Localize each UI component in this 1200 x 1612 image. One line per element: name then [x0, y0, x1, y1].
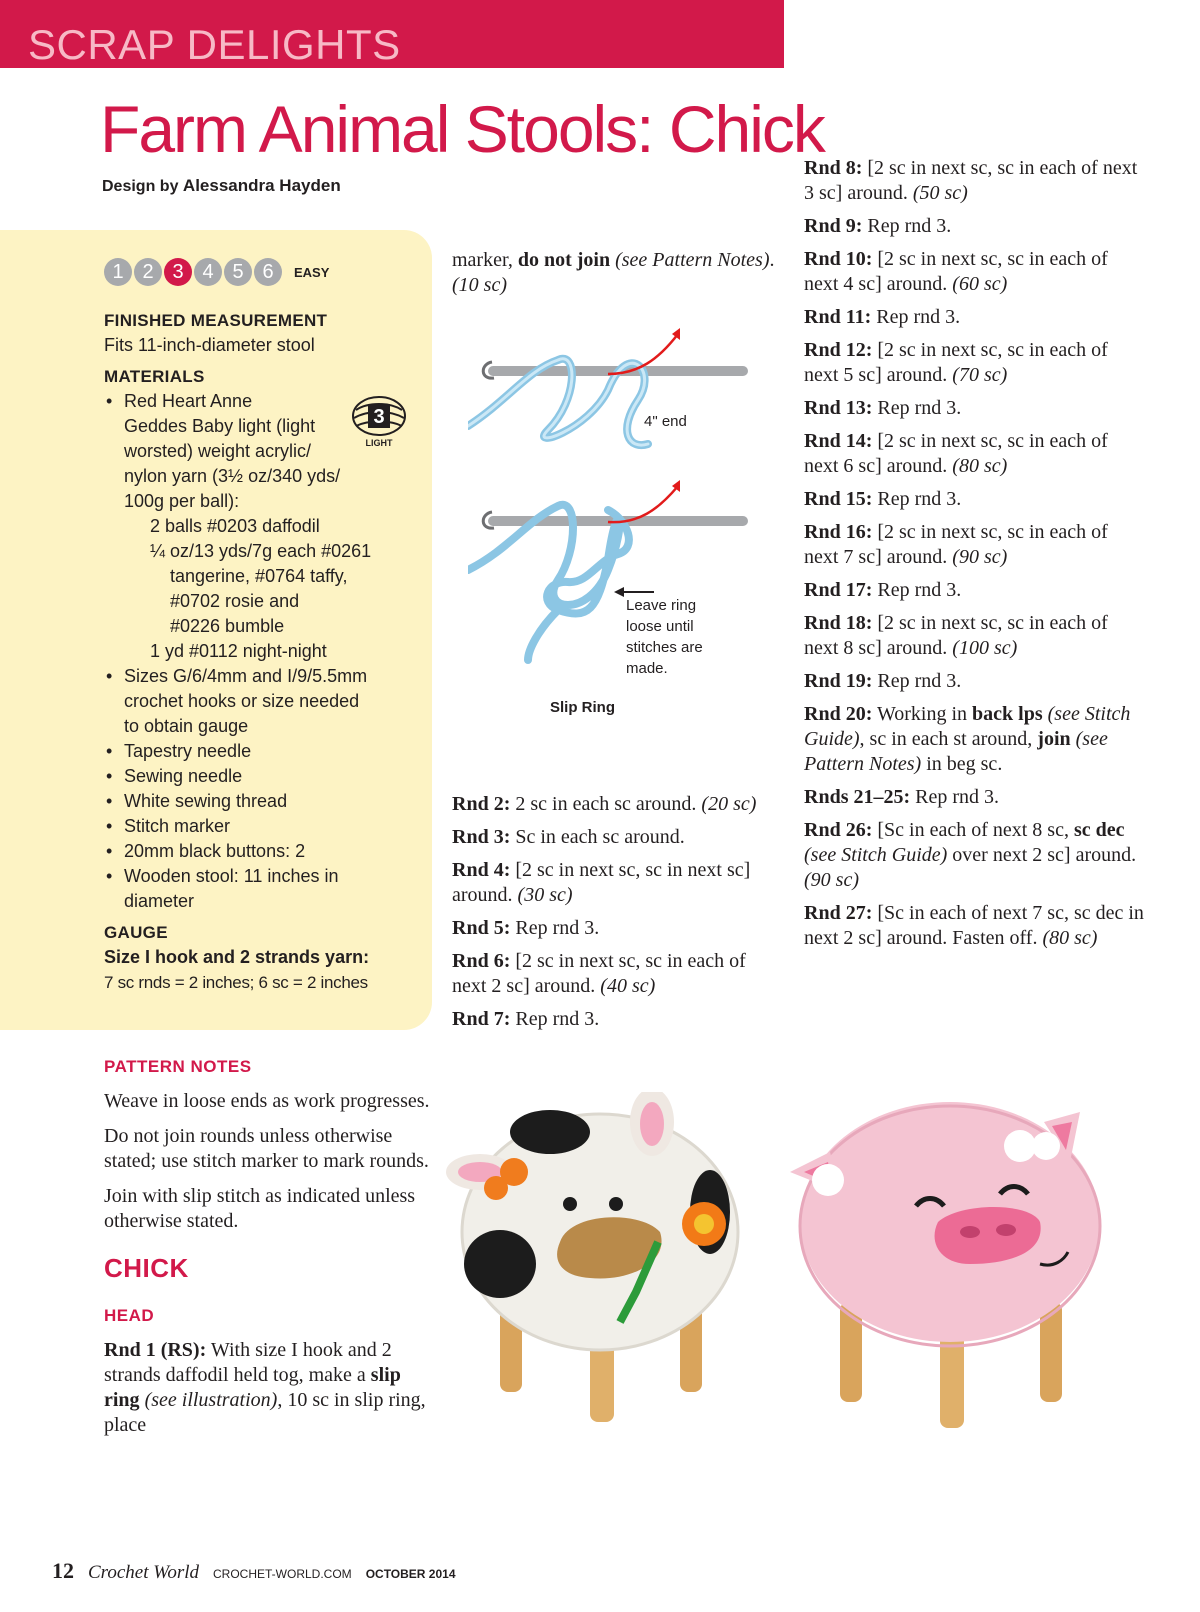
rnd-text: 2 sc in each sc around.	[510, 793, 702, 815]
round-row	[804, 818, 1144, 893]
rnd-term: join	[1037, 728, 1071, 750]
round-row	[804, 156, 1144, 206]
rnd-text: [2 sc in next sc, sc in each of next 4 sc] around.	[804, 248, 1108, 295]
rnd-text: Rep rnd 3.	[872, 670, 962, 692]
rnd-label: Rnd 11:	[804, 306, 872, 328]
material-item: • Stitch marker	[104, 814, 404, 839]
yarn-line: • Red Heart Anne	[104, 389, 404, 414]
rnd-label: Rnd 20:	[804, 703, 873, 725]
round-row	[804, 901, 1144, 951]
yarn-line: nylon yarn (3½ oz/340 yds/	[124, 466, 341, 486]
rounds-column-3	[804, 156, 1144, 959]
material-item: • Tapestry needle	[104, 739, 404, 764]
rnd-term: slip ring	[104, 1364, 401, 1411]
stitch-count: (80 sc)	[1042, 927, 1098, 949]
rnd-label: Rnd 2:	[452, 793, 511, 815]
note-paragraph: Do not join rounds unless otherwise stated; use stitch marker to mark rounds.	[104, 1125, 429, 1172]
slip-ring-diagram	[468, 320, 768, 740]
pattern-notes-heading: PATTERN NOTES	[104, 1057, 252, 1076]
rnd-reference: (see Stitch Guide)	[804, 703, 1131, 750]
section-label: SCRAP DELIGHTS	[28, 21, 401, 68]
yarn-line: 2 balls #0203 daffodil	[150, 516, 320, 536]
magazine-url: CROCHET-WORLD.COM	[213, 1567, 352, 1581]
skill-level-2: 2	[134, 258, 162, 286]
rnd-text: Sc in each sc around.	[510, 826, 685, 848]
skill-level-4: 4	[194, 258, 222, 286]
yarn-line: worsted) weight acrylic/	[124, 441, 312, 461]
rnd-label: Rnd 14:	[804, 430, 873, 452]
yarn-line: #0226 bumble	[170, 616, 285, 636]
material-item: diameter	[124, 891, 195, 911]
stitch-count: (20 sc)	[701, 793, 757, 815]
rnd-text: .	[769, 249, 775, 271]
rnd-label: Rnd 13:	[804, 397, 873, 419]
byline-prefix: Design by	[102, 178, 179, 195]
round-row	[452, 825, 782, 850]
materials-heading: MATERIALS	[104, 367, 205, 386]
rnd-reference: (see Pattern Notes)	[610, 249, 770, 271]
rnd-label: Rnd 16:	[804, 521, 873, 543]
stitch-count: (90 sc)	[804, 869, 859, 891]
rnd-text: Rep rnd 3.	[862, 215, 952, 237]
skill-level-5: 5	[224, 258, 252, 286]
stitch-count: (30 sc)	[517, 884, 573, 906]
materials-list	[104, 308, 404, 995]
rnd-term: sc dec	[1073, 819, 1125, 841]
yarn-line: #0702 rosie and	[170, 591, 300, 611]
round-row	[804, 520, 1144, 570]
rnd-label: Rnds 21–25:	[804, 786, 911, 808]
rnd-text: [Sc in each of next 8 sc,	[872, 819, 1074, 841]
round-row	[804, 214, 1144, 239]
ring-note: loose until	[626, 618, 694, 635]
rnd-reference: (see Pattern Notes)	[804, 728, 1108, 775]
rnd-text: [2 sc in next sc, sc in each of next 7 sc] around.	[804, 521, 1108, 568]
gauge-text: 7 sc rnds = 2 inches; 6 sc = 2 inches	[104, 973, 368, 992]
end-label: 4" end	[644, 413, 687, 430]
round-row	[452, 1007, 782, 1032]
rnd-label: Rnd 15:	[804, 488, 873, 510]
rnd-label: Rnd 5:	[452, 917, 511, 939]
material-item: • 20mm black buttons: 2	[104, 839, 404, 864]
rnd-1-instruction	[104, 1338, 434, 1438]
skill-level-3: 3	[164, 258, 192, 286]
material-item: • Sewing needle	[104, 764, 404, 789]
rnd-label: Rnd 10:	[804, 248, 873, 270]
rnd-text: Rep rnd 3.	[872, 397, 962, 419]
stitch-count: (60 sc)	[952, 273, 1008, 295]
rnd-text: [2 sc in next sc, sc in each of next 3 sc] around.	[804, 157, 1138, 204]
round-row	[452, 916, 782, 941]
rnd-label: Rnd 3:	[452, 826, 511, 848]
rnd-text: [2 sc in next sc, sc in each of next 8 sc] around.	[804, 612, 1108, 659]
rounds-column-2	[452, 792, 782, 1040]
stitch-count: (80 sc)	[952, 455, 1008, 477]
pattern-notes	[104, 1054, 434, 1438]
round-row	[452, 792, 782, 817]
rnd-text: [2 sc in next sc, sc in each of next 6 sc] around.	[804, 430, 1108, 477]
pig-stool-image	[790, 1102, 1100, 1428]
rnd-text: over next 2 sc] around.	[947, 844, 1137, 866]
stitch-count: (100 sc)	[952, 637, 1018, 659]
rnd-label: Rnd 26:	[804, 819, 873, 841]
note-paragraph: Weave in loose ends as work progresses.	[104, 1090, 430, 1112]
page-title: Farm Animal Stools: Chick	[100, 92, 824, 166]
rnd-text: With size I hook and 2 strands daffodil held tog, make a	[104, 1339, 392, 1386]
round-row	[804, 578, 1144, 603]
rnd-text: Rep rnd 3.	[910, 786, 1000, 808]
round-row	[804, 702, 1144, 777]
round-row	[804, 785, 1144, 810]
magazine-name: Crochet World	[88, 1562, 200, 1583]
yarn-weight-label: LIGHT	[365, 438, 393, 448]
yarn-line: Geddes Baby light (light	[124, 416, 316, 436]
round-row	[452, 858, 782, 908]
finished-text: Fits 11-inch-diameter stool	[104, 335, 315, 355]
slip-ring-illustration	[468, 320, 768, 740]
rnd-text: marker,	[452, 249, 518, 271]
yarn-line: 1 yd #0112 night-night	[150, 641, 327, 661]
rnd-label: Rnd 19:	[804, 670, 873, 692]
skill-level-scale	[104, 258, 329, 286]
rnd-label: Rnd 27:	[804, 902, 873, 924]
rnd-text: Rep rnd 3.	[872, 488, 962, 510]
hooks-line: crochet hooks or size needed	[124, 691, 360, 711]
hooks-line: to obtain gauge	[124, 716, 249, 736]
rnd-label: Rnd 18:	[804, 612, 873, 634]
diagram-caption: Slip Ring	[550, 699, 615, 716]
stitch-count: (50 sc)	[912, 182, 968, 204]
rnd-text: [Sc in each of next 7 sc, sc dec in next 2 sc] around. Fasten off.	[804, 902, 1144, 949]
rnd-reference: (see Stitch Guide)	[804, 844, 948, 866]
rnd-reference: (see illustration)	[139, 1389, 278, 1411]
ring-note: stitches are	[626, 639, 703, 656]
section-heading-chick: CHICK	[104, 1253, 189, 1283]
round-row	[804, 429, 1144, 479]
page-number: 12	[52, 1558, 74, 1583]
skill-level-6: 6	[254, 258, 282, 286]
yarn-line: 100g per ball):	[124, 491, 240, 511]
rnd-term: do not join	[517, 249, 611, 271]
ring-note: made.	[626, 660, 668, 677]
rnd-label: Rnd 8:	[804, 157, 863, 179]
round-row	[804, 338, 1144, 388]
subsection-heading-head: HEAD	[104, 1306, 155, 1325]
rnd-text: Working in	[872, 703, 973, 725]
yarn-line: tangerine, #0764 taffy,	[170, 566, 348, 586]
rnd-text: [2 sc in next sc, sc in next sc] around.	[452, 859, 751, 906]
note-paragraph: Join with slip stitch as indicated unless otherwise stated.	[104, 1185, 416, 1232]
rnd-label: Rnd 1 (RS):	[104, 1339, 207, 1361]
byline	[102, 176, 341, 196]
material-item: • White sewing thread	[104, 789, 404, 814]
rnd-text: Rep rnd 3.	[510, 917, 600, 939]
round-row	[804, 487, 1144, 512]
round-row	[804, 669, 1144, 694]
rnd-text: [2 sc in next sc, sc in each of next 2 sc] around.	[452, 950, 746, 997]
rnd-term: back lps	[972, 703, 1043, 725]
finished-heading: FINISHED MEASUREMENT	[104, 311, 328, 330]
rnd-text: [2 sc in next sc, sc in each of next 5 sc] around.	[804, 339, 1108, 386]
rnd-label: Rnd 4:	[452, 859, 511, 881]
cow-stool-image	[446, 1092, 738, 1422]
ring-note: Leave ring	[626, 597, 697, 614]
issue-date: OCTOBER 2014	[365, 1567, 456, 1581]
stitch-count: (10 sc)	[452, 274, 507, 296]
material-item: • Wooden stool: 11 inches in	[104, 864, 404, 889]
gauge-subheading: Size I hook and 2 strands yarn:	[104, 947, 370, 967]
rnd-text: in beg sc.	[921, 753, 1003, 775]
hooks-line: • Sizes G/6/4mm and I/9/5.5mm	[104, 664, 404, 689]
skill-level-1: 1	[104, 258, 132, 286]
rnd-label: Rnd 17:	[804, 579, 873, 601]
rnd-label: Rnd 6:	[452, 950, 511, 972]
stitch-count: (90 sc)	[952, 546, 1008, 568]
product-photo	[440, 1092, 1140, 1432]
rnd-text: , 10 sc in slip ring, place	[104, 1389, 426, 1436]
round-row	[804, 247, 1144, 297]
gauge-heading: GAUGE	[104, 923, 168, 942]
yarn-line: ¼ oz/13 yds/7g each #0261	[150, 541, 372, 561]
rnd-label: Rnd 12:	[804, 339, 873, 361]
round-row	[804, 305, 1144, 330]
rnd-text: , sc in each st around,	[859, 728, 1038, 750]
designer-name: Alessandra Hayden	[182, 176, 341, 195]
round-row	[452, 949, 782, 999]
round-row	[804, 396, 1144, 421]
rnd-1-continued	[452, 248, 782, 298]
yarn-weight-number: 3	[373, 406, 385, 428]
rnd-label: Rnd 9:	[804, 215, 863, 237]
skill-level-label: EASY	[294, 264, 330, 280]
stools-photo	[440, 1092, 1140, 1432]
rnd-text: Rep rnd 3.	[872, 579, 962, 601]
page-footer	[52, 1558, 456, 1584]
stitch-count: (70 sc)	[952, 364, 1008, 386]
rnd-text: Rep rnd 3.	[871, 306, 961, 328]
round-row	[804, 611, 1144, 661]
rnd-text: Rep rnd 3.	[510, 1008, 600, 1030]
stitch-count: (40 sc)	[600, 975, 656, 997]
rnd-label: Rnd 7:	[452, 1008, 511, 1030]
